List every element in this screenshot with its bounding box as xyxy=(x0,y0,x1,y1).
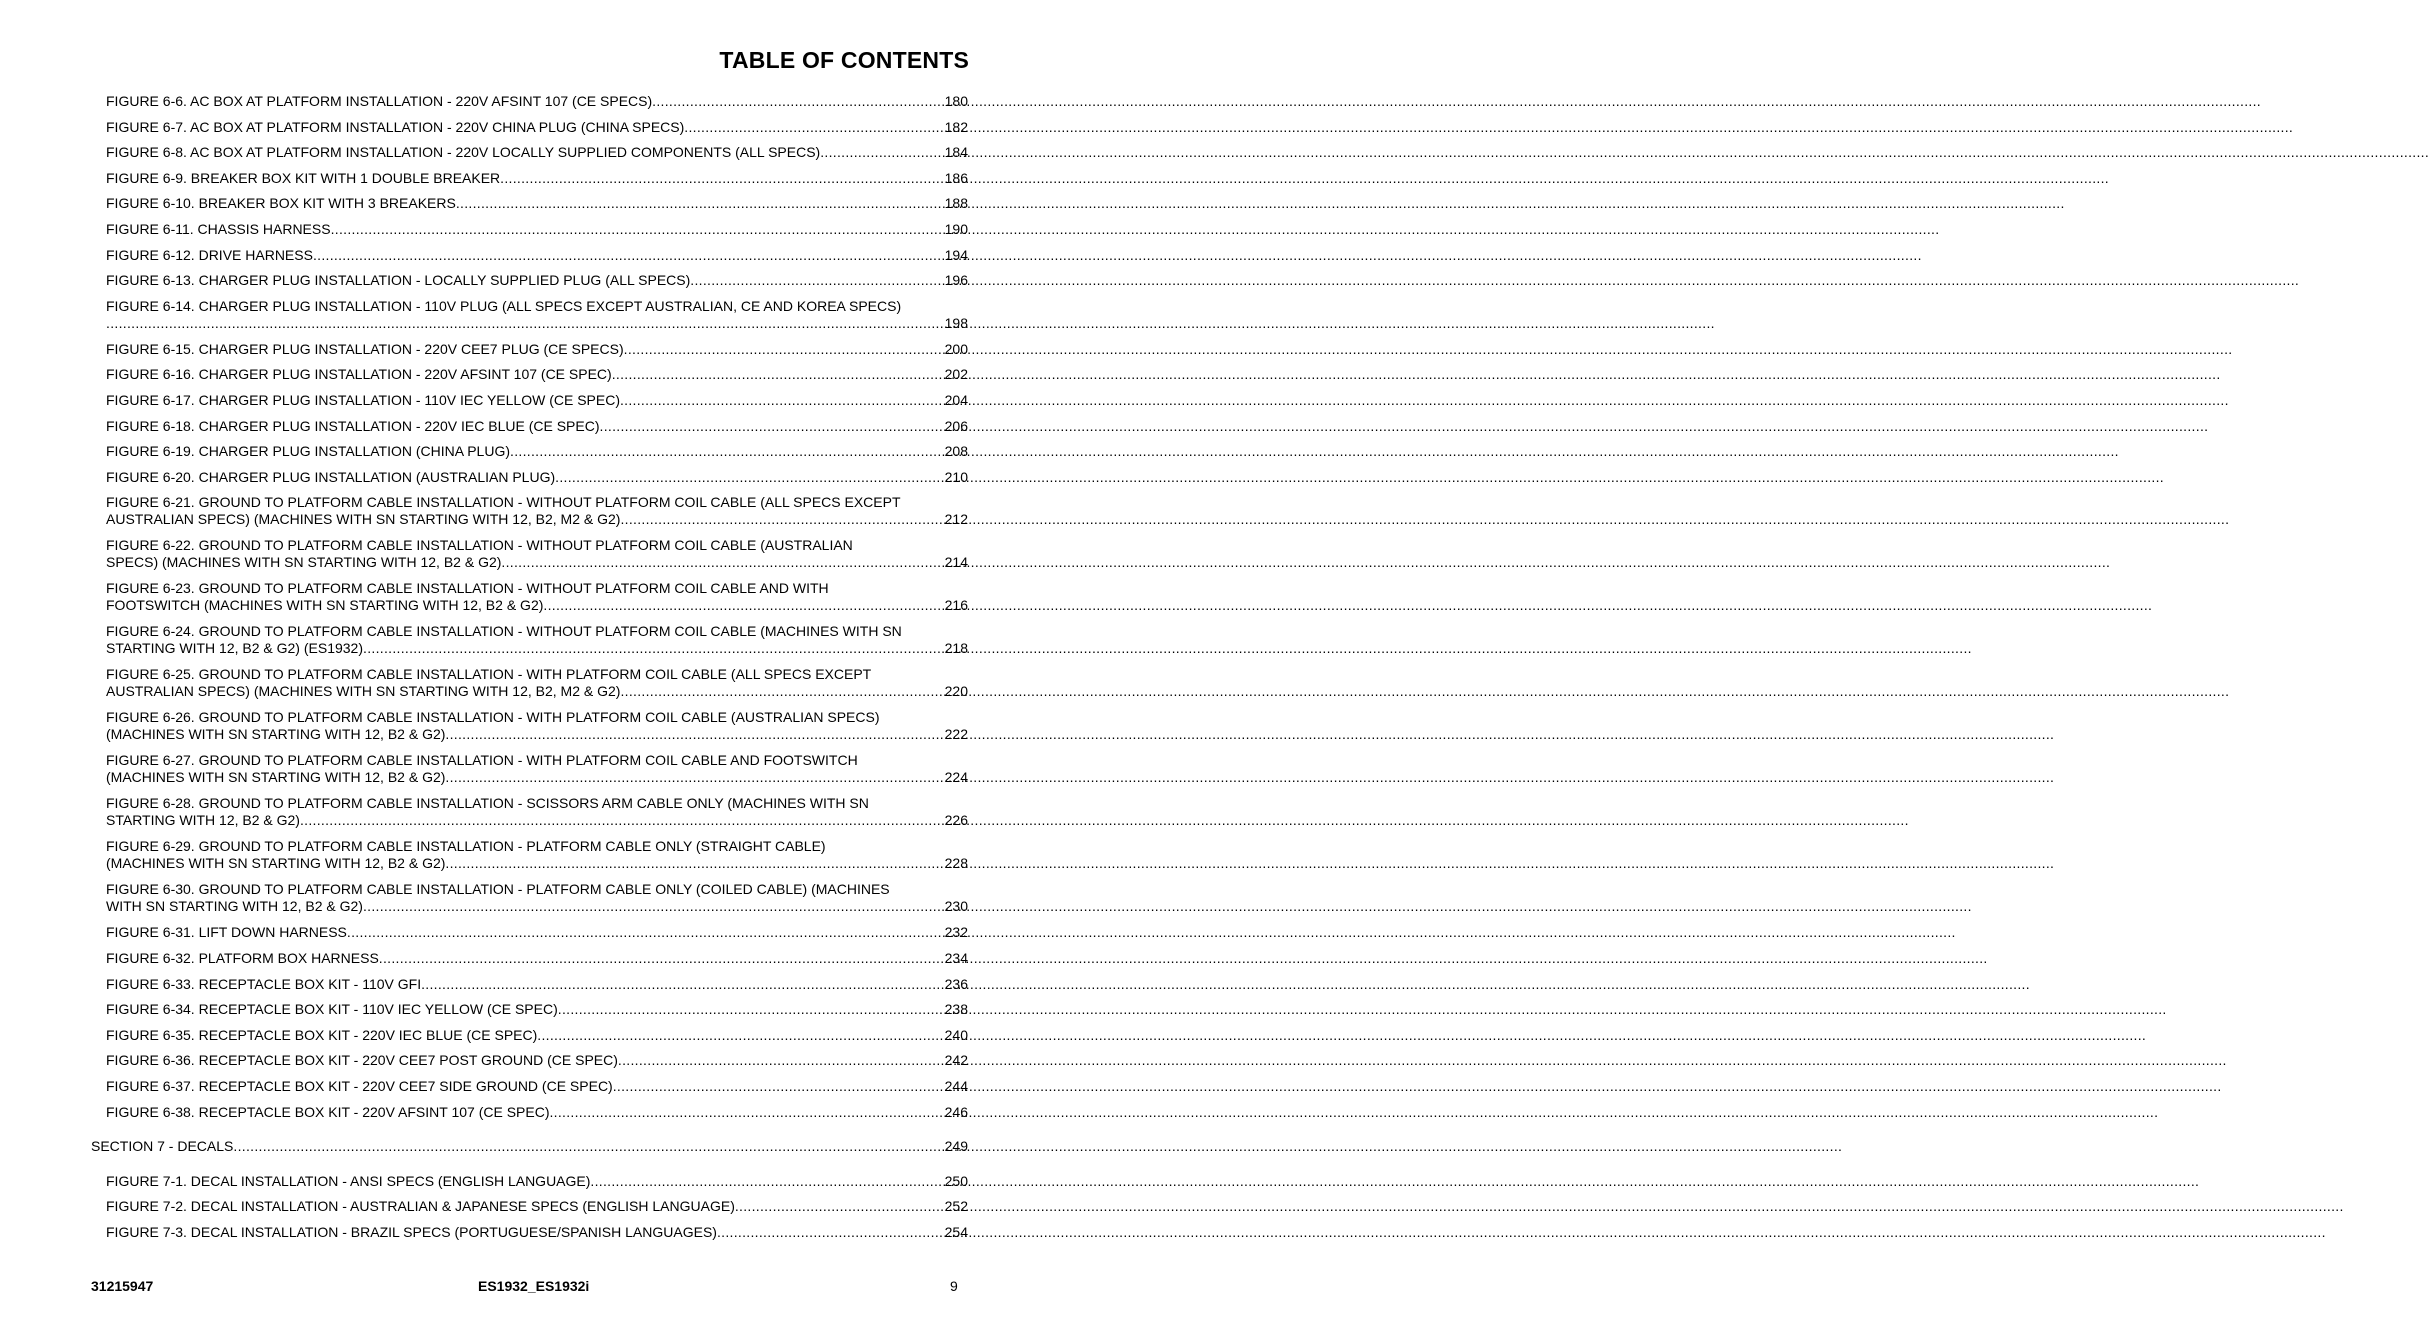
toc-entry-line xyxy=(91,1138,968,1155)
dot-leader xyxy=(555,469,943,486)
toc-entry-title: FIGURE 6-15. CHARGER PLUG INSTALLATION - 220V CEE7 PLUG (CE SPECS) xyxy=(106,341,624,357)
toc-entry-page-number: 234 xyxy=(944,950,968,966)
page-title: TABLE OF CONTENTS xyxy=(719,47,969,73)
toc-entry[interactable] xyxy=(106,752,968,786)
toc-entry[interactable] xyxy=(106,272,968,289)
dot-leader xyxy=(445,726,942,743)
toc-entry-title: FIGURE 6-37. RECEPTACLE BOX KIT - 220V CEE7 SIDE GROUND (CE SPEC) xyxy=(106,1078,613,1094)
toc-entry-title: (MACHINES WITH SN STARTING WITH 12, B2 & G2) xyxy=(106,855,446,871)
toc-entry-title: FIGURE 7-3. DECAL INSTALLATION - BRAZIL SPECS (PORTUGUESE/SPANISH LANGUAGES) xyxy=(106,1224,717,1240)
toc-entry-line xyxy=(106,392,968,409)
toc-entry[interactable] xyxy=(106,469,968,486)
toc-entry-title-line: FIGURE 6-29. GROUND TO PLATFORM CABLE INSTALLATION - PLATFORM CABLE ONLY (STRAIGHT CABLE) xyxy=(106,838,826,854)
dot-leader xyxy=(331,221,943,238)
toc-entry-page-number: 186 xyxy=(944,170,968,186)
dot-leader xyxy=(735,1198,943,1215)
toc-entry-line xyxy=(106,443,968,460)
footer-part-number: 31215947 xyxy=(91,1278,154,1294)
toc-entry-line xyxy=(106,597,968,614)
toc-entry-page-number: 204 xyxy=(944,392,968,408)
toc-entry-line xyxy=(106,272,968,289)
dot-leader xyxy=(313,247,943,264)
dot-leader xyxy=(820,144,942,161)
toc-entry-line xyxy=(106,221,968,238)
toc-section-entry[interactable] xyxy=(91,1138,968,1155)
toc-entry[interactable] xyxy=(106,341,968,358)
toc-entry-page-number: 226 xyxy=(944,812,968,828)
dot-leader xyxy=(445,855,942,872)
dot-leader xyxy=(233,1138,942,1155)
dot-leader xyxy=(501,554,942,571)
toc-entry[interactable] xyxy=(106,1173,968,1190)
toc-entry-title: STARTING WITH 12, B2 & G2) xyxy=(106,812,300,828)
toc-entry-page-number: 198 xyxy=(944,315,968,331)
toc-entry-title-line: FIGURE 6-21. GROUND TO PLATFORM CABLE INSTALLATION - WITHOUT PLATFORM COIL CABLE (ALL SPECS EXCEPT xyxy=(106,494,901,510)
dot-leader xyxy=(379,950,943,967)
dot-leader xyxy=(456,195,943,212)
toc-entry-page-number: 200 xyxy=(944,341,968,357)
dot-leader xyxy=(684,119,942,136)
toc-entry-line xyxy=(106,812,968,829)
toc-entry-title: FIGURE 6-19. CHARGER PLUG INSTALLATION (CHINA PLUG) xyxy=(106,443,511,459)
toc-entry[interactable] xyxy=(106,443,968,460)
dot-leader xyxy=(543,597,942,614)
toc-entry-line xyxy=(106,950,968,967)
toc-entry-page-number: 232 xyxy=(944,924,968,940)
toc-entry[interactable] xyxy=(106,1198,968,1215)
toc-entry-line xyxy=(106,554,968,571)
toc-entry-title-line: FIGURE 6-26. GROUND TO PLATFORM CABLE INSTALLATION - WITH PLATFORM COIL CABLE (AUSTRALIAN SPECS) xyxy=(106,709,880,725)
toc-entry-page-number: 206 xyxy=(944,418,968,434)
toc-entry-title-line: FIGURE 6-23. GROUND TO PLATFORM CABLE INSTALLATION - WITHOUT PLATFORM COIL CABLE AND WITH xyxy=(106,580,829,596)
footer-model: ES1932_ES1932i xyxy=(478,1278,590,1294)
toc-entry-title: FIGURE 6-10. BREAKER BOX KIT WITH 3 BREAKERS xyxy=(106,195,456,211)
toc-entry-title-line: FIGURE 6-27. GROUND TO PLATFORM CABLE INSTALLATION - WITH PLATFORM COIL CABLE AND FOOTSWITCH xyxy=(106,752,858,768)
toc-entry-page-number: 252 xyxy=(944,1198,968,1214)
toc-entry-page-number: 250 xyxy=(944,1173,968,1189)
toc-entry-page-number: 240 xyxy=(944,1027,968,1043)
toc-entry[interactable] xyxy=(106,881,968,915)
toc-entry-title-line: FIGURE 6-25. GROUND TO PLATFORM CABLE INSTALLATION - WITH PLATFORM COIL CABLE (ALL SPECS EXCEPT xyxy=(106,666,872,682)
toc-entry-title: FIGURE 6-11. CHASSIS HARNESS xyxy=(106,221,331,237)
toc-entry-page-number: 220 xyxy=(944,683,968,699)
dot-leader xyxy=(363,898,943,915)
toc-entry-line xyxy=(106,1104,968,1121)
toc-entry-title-line: FIGURE 6-14. CHARGER PLUG INSTALLATION - 110V PLUG (ALL SPECS EXCEPT AUSTRALIAN, CE AND KOREA SPECS) xyxy=(106,298,902,314)
toc-entry[interactable] xyxy=(106,709,968,743)
toc-entry-title: (MACHINES WITH SN STARTING WITH 12, B2 & G2) xyxy=(106,726,446,742)
dot-leader xyxy=(510,443,943,460)
dot-leader xyxy=(500,170,942,187)
toc-entry-line xyxy=(106,195,968,212)
toc-entry-line xyxy=(106,366,968,383)
toc-entry-page-number: 180 xyxy=(944,93,968,109)
toc-entry-line xyxy=(106,1173,968,1190)
toc-entry-title: FOOTSWITCH (MACHINES WITH SN STARTING WITH 12, B2 & G2) xyxy=(106,597,544,613)
toc-entry-title-line: FIGURE 6-30. GROUND TO PLATFORM CABLE INSTALLATION - PLATFORM CABLE ONLY (COILED CABLE) (MACHINES xyxy=(106,881,890,897)
toc-entry-line xyxy=(106,1198,968,1215)
toc-entry-line xyxy=(106,418,968,435)
toc-entry[interactable] xyxy=(106,1104,968,1121)
toc-entry-page-number: 249 xyxy=(944,1138,968,1154)
toc-entry-page-number: 242 xyxy=(944,1052,968,1068)
toc-entry-page-number: 208 xyxy=(944,443,968,459)
toc-entry[interactable] xyxy=(106,1078,968,1095)
toc-entry[interactable] xyxy=(106,1027,968,1044)
toc-entry-page-number: 202 xyxy=(944,366,968,382)
dot-leader xyxy=(347,924,943,941)
toc-entry-title: FIGURE 6-33. RECEPTACLE BOX KIT - 110V GFI xyxy=(106,976,422,992)
toc-entry-page-number: 188 xyxy=(944,195,968,211)
toc-entry-title: WITH SN STARTING WITH 12, B2 & G2) xyxy=(106,898,363,914)
toc-entry-line xyxy=(106,93,968,110)
toc-entry[interactable] xyxy=(106,195,968,212)
toc-entry-line xyxy=(106,1224,968,1241)
toc-entry-line xyxy=(106,640,968,657)
dot-leader xyxy=(620,392,943,409)
dot-leader xyxy=(421,976,943,993)
toc-entry[interactable] xyxy=(106,494,968,528)
toc-entry-title: FIGURE 6-34. RECEPTACLE BOX KIT - 110V IEC YELLOW (CE SPEC) xyxy=(106,1001,558,1017)
toc-entry-line xyxy=(106,924,968,941)
toc-entry-title-line: FIGURE 6-28. GROUND TO PLATFORM CABLE INSTALLATION - SCISSORS ARM CABLE ONLY (MACHINES WITH SN xyxy=(106,795,869,811)
toc-entry-page-number: 190 xyxy=(944,221,968,237)
toc-entry-page-number: 238 xyxy=(944,1001,968,1017)
toc-entry[interactable] xyxy=(106,623,968,657)
toc-entry-page-number: 214 xyxy=(944,554,968,570)
dot-leader xyxy=(600,418,943,435)
toc-entry-title: FIGURE 6-6. AC BOX AT PLATFORM INSTALLATION - 220V AFSINT 107 (CE SPECS) xyxy=(106,93,653,109)
toc-entry[interactable] xyxy=(106,1001,968,1018)
toc-entry-line xyxy=(106,144,968,161)
toc-entry[interactable] xyxy=(106,221,968,238)
toc-entry-line xyxy=(106,511,968,528)
dot-leader xyxy=(445,769,942,786)
toc-entry-page-number: 222 xyxy=(944,726,968,742)
toc-entry-line xyxy=(106,1052,968,1069)
toc-entry-title: SPECS) (MACHINES WITH SN STARTING WITH 12, B2 & G2) xyxy=(106,554,502,570)
toc-entry-page-number: 246 xyxy=(944,1104,968,1120)
toc-entry[interactable] xyxy=(106,950,968,967)
toc-entry-line xyxy=(106,769,968,786)
toc-entry-title: AUSTRALIAN SPECS) (MACHINES WITH SN STARTING WITH 12, B2, M2 & G2) xyxy=(106,683,621,699)
toc-entry[interactable] xyxy=(106,298,968,332)
toc-entry-page-number: 236 xyxy=(944,976,968,992)
toc-entry[interactable] xyxy=(106,976,968,993)
toc-entry[interactable] xyxy=(106,247,968,264)
toc-entry-title: FIGURE 6-36. RECEPTACLE BOX KIT - 220V CEE7 POST GROUND (CE SPEC) xyxy=(106,1052,618,1068)
toc-entry-title: FIGURE 6-16. CHARGER PLUG INSTALLATION - 220V AFSINT 107 (CE SPEC) xyxy=(106,366,612,382)
toc-entry-title-line: FIGURE 6-24. GROUND TO PLATFORM CABLE INSTALLATION - WITHOUT PLATFORM COIL CABLE (MACHINES WITH SN xyxy=(106,623,902,639)
toc-entry-title: (MACHINES WITH SN STARTING WITH 12, B2 & G2) xyxy=(106,769,446,785)
toc-entry-line xyxy=(106,1027,968,1044)
dot-leader xyxy=(620,683,942,700)
toc-entry[interactable] xyxy=(106,119,968,136)
toc-entry-page-number: 228 xyxy=(944,855,968,871)
toc-entry-title: FIGURE 6-18. CHARGER PLUG INSTALLATION - 220V IEC BLUE (CE SPEC) xyxy=(106,418,600,434)
toc-entry-title: FIGURE 6-12. DRIVE HARNESS xyxy=(106,247,313,263)
dot-leader xyxy=(620,511,942,528)
toc-entry[interactable] xyxy=(106,170,968,187)
toc-entry-title: FIGURE 6-32. PLATFORM BOX HARNESS xyxy=(106,950,379,966)
toc-entry-title: SECTION 7 - DECALS xyxy=(91,1138,234,1154)
toc-entry-line xyxy=(106,976,968,993)
toc-entry-title: FIGURE 6-9. BREAKER BOX KIT WITH 1 DOUBLE BREAKER xyxy=(106,170,501,186)
toc-entry-title: FIGURE 6-7. AC BOX AT PLATFORM INSTALLATION - 220V CHINA PLUG (CHINA SPECS) xyxy=(106,119,685,135)
toc-entry[interactable] xyxy=(106,144,968,161)
toc-entry[interactable] xyxy=(106,93,968,110)
toc-entry-line xyxy=(106,855,968,872)
toc-entry-line xyxy=(106,247,968,264)
toc-entry-line xyxy=(106,315,968,332)
toc-entry[interactable] xyxy=(106,666,968,700)
toc-entry[interactable] xyxy=(106,392,968,409)
toc-entry-title: FIGURE 6-31. LIFT DOWN HARNESS xyxy=(106,924,347,940)
dot-leader xyxy=(590,1173,942,1190)
toc-entry-title: STARTING WITH 12, B2 & G2) (ES1932) xyxy=(106,640,363,656)
toc-entry-page-number: 196 xyxy=(944,272,968,288)
toc-entry[interactable] xyxy=(106,366,968,383)
toc-entry-line xyxy=(106,1078,968,1095)
toc-entry-line xyxy=(106,469,968,486)
toc-entry-title: FIGURE 6-38. RECEPTACLE BOX KIT - 220V AFSINT 107 (CE SPEC) xyxy=(106,1104,550,1120)
toc-entry[interactable] xyxy=(106,580,968,614)
toc-entry-title: FIGURE 7-2. DECAL INSTALLATION - AUSTRALIAN & JAPANESE SPECS (ENGLISH LANGUAGE) xyxy=(106,1198,735,1214)
toc-entry-line xyxy=(106,170,968,187)
toc-entry-page-number: 218 xyxy=(944,640,968,656)
toc-entry-title: FIGURE 7-1. DECAL INSTALLATION - ANSI SPECS (ENGLISH LANGUAGE) xyxy=(106,1173,591,1189)
toc-entry-page-number: 224 xyxy=(944,769,968,785)
toc-entry-page-number: 212 xyxy=(944,511,968,527)
toc-entry-title: FIGURE 6-8. AC BOX AT PLATFORM INSTALLATION - 220V LOCALLY SUPPLIED COMPONENTS (ALL SPECS) xyxy=(106,144,821,160)
toc-entry-page-number: 230 xyxy=(944,898,968,914)
toc-entry-line xyxy=(106,341,968,358)
toc-entry[interactable] xyxy=(106,418,968,435)
toc-entry-page-number: 254 xyxy=(944,1224,968,1240)
toc-entry-page-number: 184 xyxy=(944,144,968,160)
toc-entry-page-number: 182 xyxy=(944,119,968,135)
dot-leader xyxy=(537,1027,942,1044)
toc-entry-page-number: 194 xyxy=(944,247,968,263)
dot-leader xyxy=(690,272,942,289)
dot-leader xyxy=(363,640,943,657)
dot-leader xyxy=(612,366,943,383)
dot-leader xyxy=(549,1104,942,1121)
toc-entry-page-number: 216 xyxy=(944,597,968,613)
toc-entry-title: FIGURE 6-20. CHARGER PLUG INSTALLATION (AUSTRALIAN PLUG) xyxy=(106,469,556,485)
dot-leader xyxy=(106,315,943,332)
toc-entry[interactable] xyxy=(106,1052,968,1069)
dot-leader xyxy=(618,1052,943,1069)
footer-page-number: 9 xyxy=(950,1278,958,1294)
toc-entry-title: FIGURE 6-17. CHARGER PLUG INSTALLATION - 110V IEC YELLOW (CE SPEC) xyxy=(106,392,620,408)
toc-entry-title: AUSTRALIAN SPECS) (MACHINES WITH SN STARTING WITH 12, B2, M2 & G2) xyxy=(106,511,621,527)
toc-entry-line xyxy=(106,726,968,743)
toc-entry-title: FIGURE 6-13. CHARGER PLUG INSTALLATION - LOCALLY SUPPLIED PLUG (ALL SPECS) xyxy=(106,272,691,288)
toc-entry-line xyxy=(106,683,968,700)
toc-entry[interactable] xyxy=(106,795,968,829)
toc-entry-page-number: 244 xyxy=(944,1078,968,1094)
dot-leader xyxy=(717,1224,943,1241)
dot-leader xyxy=(558,1001,943,1018)
dot-leader xyxy=(613,1078,943,1095)
toc-entry[interactable] xyxy=(106,1224,968,1241)
toc-entry[interactable] xyxy=(106,838,968,872)
toc-entry[interactable] xyxy=(106,537,968,571)
toc-entry-title-line: FIGURE 6-22. GROUND TO PLATFORM CABLE INSTALLATION - WITHOUT PLATFORM COIL CABLE (AUSTRALIAN xyxy=(106,537,853,553)
dot-leader xyxy=(624,341,943,358)
toc-entry-line xyxy=(106,898,968,915)
toc-entry[interactable] xyxy=(106,924,968,941)
toc-entry-line xyxy=(106,1001,968,1018)
toc-entry-line xyxy=(106,119,968,136)
toc-entry-title: FIGURE 6-35. RECEPTACLE BOX KIT - 220V IEC BLUE (CE SPEC) xyxy=(106,1027,538,1043)
dot-leader xyxy=(300,812,943,829)
toc-entry-page-number: 210 xyxy=(944,469,968,485)
dot-leader xyxy=(652,93,942,110)
